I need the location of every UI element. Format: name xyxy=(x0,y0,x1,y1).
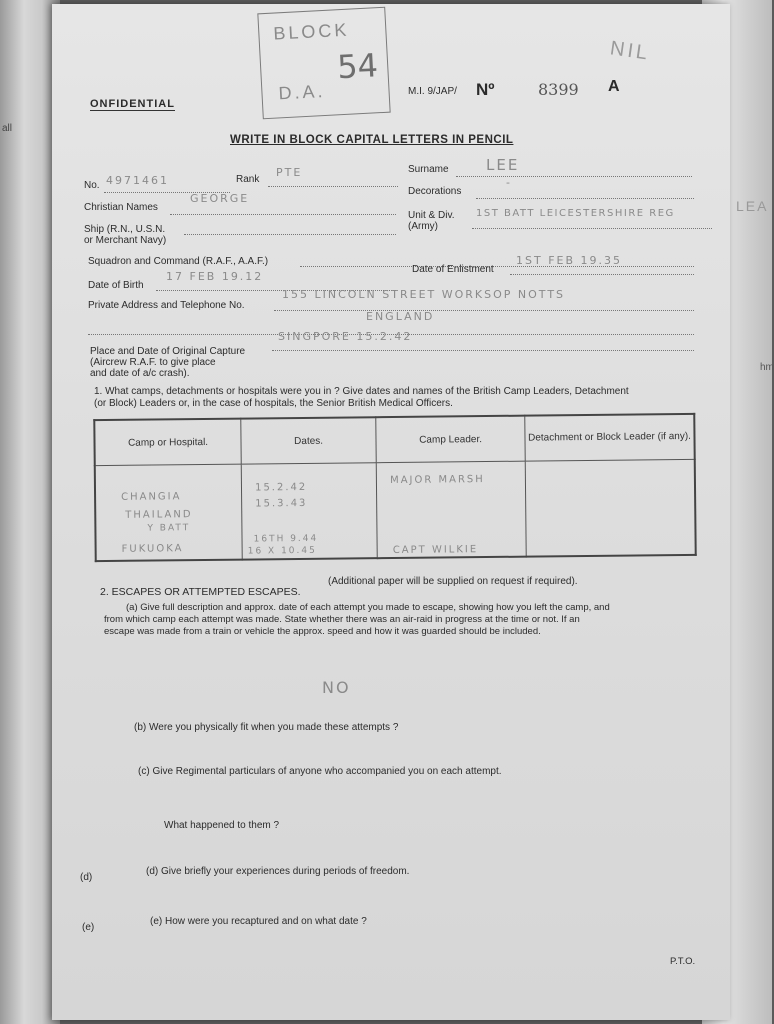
leader-entry: CAPT WILKIE xyxy=(392,544,479,557)
surname-label: Surname xyxy=(408,164,449,175)
christian-names-label: Christian Names xyxy=(84,202,158,213)
camp-entry: Y BATT xyxy=(147,523,191,534)
decorations-label: Decorations xyxy=(408,186,462,197)
q1-text: 1. What camps, detachments or hospitals were you in ? Give dates and names of the British Camp Leaders, Detachment xyxy=(94,386,629,397)
col-dates-header: Dates. xyxy=(241,417,377,464)
confidential-label: ONFIDENTIAL xyxy=(90,98,175,110)
form-suffix: A xyxy=(608,78,620,95)
address-value-country: ENGLAND xyxy=(366,310,435,323)
capture-label-sub: (Aircrew R.A.F. to give place xyxy=(90,357,216,368)
address-value: 155 LINCOLN STREET WORKSOP NOTTS xyxy=(282,288,566,301)
unit-label-sub: (Army) xyxy=(408,221,438,232)
left-margin-text: all xyxy=(2,123,13,134)
leader-entry: MAJOR MARSH xyxy=(390,474,485,487)
col-camp-header: Camp or Hospital. xyxy=(94,419,241,466)
rank-label: Rank xyxy=(236,174,260,185)
instruction-heading: WRITE IN BLOCK CAPITAL LETTERS IN PENCIL xyxy=(230,134,514,146)
q2-note: (Additional paper will be supplied on request if required). xyxy=(328,576,578,587)
form-sheet xyxy=(52,4,730,1020)
camp-entry: FUKUOKA xyxy=(121,543,184,555)
pto-label: P.T.O. xyxy=(670,956,696,967)
q1-text-line2: (or Block) Leaders or, in the case of hospitals, the Senior British Medical Officers. xyxy=(94,398,453,409)
dob-label: Date of Birth xyxy=(88,280,144,291)
date-entry: 15.2.42 xyxy=(255,481,308,494)
stamp-number: 54 xyxy=(336,46,379,87)
q2c-subtext: What happened to them ? xyxy=(164,820,280,831)
nil-mark: NIL xyxy=(608,37,652,65)
date-entry: 15.3.43 xyxy=(255,497,308,510)
q2a-text: (a) Give full description and approx. date of each attempt you made to escape, showing how you left the camp, and xyxy=(126,602,610,613)
enlistment-value: 1ST FEB 19.35 xyxy=(516,254,623,267)
table-cell-dates xyxy=(241,463,377,560)
rank-value: PTE xyxy=(276,166,303,179)
capture-label-sub2: and date of a/c crash). xyxy=(90,368,190,379)
ship-label: Ship (R.N., U.S.N. xyxy=(84,224,166,235)
q2-title: 2. ESCAPES OR ATTEMPTED ESCAPES. xyxy=(100,586,301,598)
ship-label-sub: or Merchant Navy) xyxy=(84,235,167,246)
decorations-value: - xyxy=(506,176,512,189)
col-leader-header: Camp Leader. xyxy=(376,416,525,463)
left-adjacent-page xyxy=(0,0,60,1024)
date-entry: 16TH 9.44 xyxy=(253,533,319,545)
q2b-text: (b) Were you physically fit when you made these attempts ? xyxy=(134,722,399,733)
surname-value: LEE xyxy=(486,156,520,174)
unit-value: 1ST BATT LEICESTERSHIRE REG xyxy=(476,208,675,219)
capture-label: Place and Date of Original Capture xyxy=(90,346,246,357)
table-cell-detachment xyxy=(525,459,695,556)
q2a-answer: NO xyxy=(322,678,351,697)
camp-entry: THAILAND xyxy=(125,509,193,521)
left-margin-text: (d) xyxy=(80,872,93,883)
q2d-text: (d) Give briefly your experiences during periods of freedom. xyxy=(146,866,410,877)
form-number: 8399 xyxy=(538,80,579,99)
squadron-label: Squadron and Command (R.A.F., A.A.F.) xyxy=(88,256,269,267)
left-margin-text: (e) xyxy=(82,922,95,933)
mi9-reference: M.I. 9/JAP/ xyxy=(408,86,457,97)
table-cell-camps xyxy=(95,464,243,561)
q2e-text: (e) How were you recaptured and on what date ? xyxy=(150,916,367,927)
camps-table xyxy=(93,413,696,562)
christian-names-value: GEORGE xyxy=(190,192,250,205)
dob-value: 17 FEB 19.12 xyxy=(166,270,264,283)
capture-value: SINGPORE 15.2.42 xyxy=(278,330,413,343)
right-margin-text: hm xyxy=(760,362,774,373)
table-cell-leaders xyxy=(376,461,526,558)
col-detachment-header: Detachment or Block Leader (if any). xyxy=(525,414,695,461)
unit-label: Unit & Div. xyxy=(408,210,455,221)
enlistment-label: Date of Enlistment xyxy=(412,264,494,275)
block-stamp xyxy=(257,7,390,120)
stamp-block-text: BLOCK xyxy=(272,19,350,44)
q2c-text: (c) Give Regimental particulars of anyone who accompanied you on each attempt. xyxy=(138,766,502,777)
q2a-text-line3: escape was made from a train or vehicle the approx. speed and how it was guarded should be included. xyxy=(104,626,541,637)
number-label: Nº xyxy=(476,80,495,99)
right-margin-text: LEA xyxy=(736,198,769,214)
service-number-label: No. xyxy=(84,180,100,191)
camp-entry: CHANGIA xyxy=(121,491,182,503)
date-entry: 16 X 10.45 xyxy=(247,545,317,557)
stamp-da-text: D.A. xyxy=(278,80,327,104)
address-label: Private Address and Telephone No. xyxy=(88,300,245,311)
q2a-text-line2: from which camp each attempt was made. State whether there was an air-raid in progress at the time or not. If an xyxy=(104,614,580,625)
service-number-value: 4971461 xyxy=(106,174,169,187)
